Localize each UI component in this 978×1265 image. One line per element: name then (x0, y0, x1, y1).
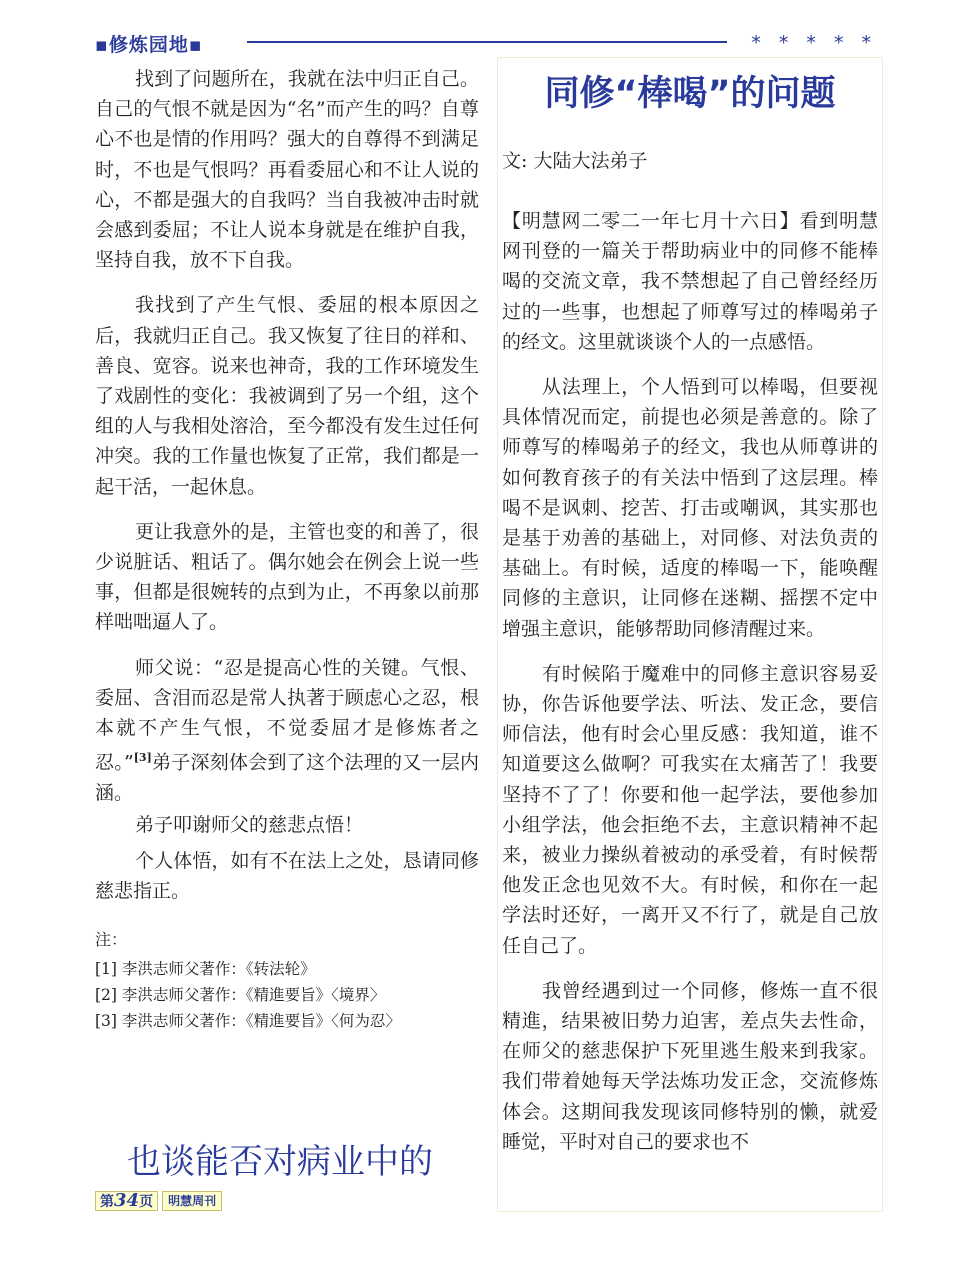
left-column (95, 64, 479, 1034)
paragraph: 找到了问题所在，我就在法中归正自己。自己的气恨不就是因为“名”而产生的吗？自尊心不也是情的作用吗？强大的自尊得不到满足时，不也是气恨吗？再看委屈心和不让人说的心，不都是强大的自我吗？当自我被冲击时就会感到委屈；不让人说本身就是在维护自我，坚持自我，放不下自我。 (95, 68, 479, 272)
article-column (497, 57, 883, 1212)
page-number: 34 (114, 1190, 140, 1211)
thanks-line: 弟子叩谢师父的慈悲点悟！ (135, 814, 364, 836)
header-stars: * * * * * (751, 32, 877, 54)
next-article-title: 也谈能否对病业中的 (127, 1142, 433, 1182)
page-prefix: 第 (100, 1194, 114, 1210)
notes-title: 注： (95, 929, 128, 949)
paragraph: 我曾经遇到过一个同修，修炼一直不很精進，结果被旧势力迫害，差点失去性命，在师父的慈悲保护下死里逃生般来到我家。我们带着她每天学法炼功发正念，交流修炼体会。这期间我发现该同修特别的懒，就爱睡觉，平时对自己的要求也不 (502, 979, 878, 1153)
quote-text: 师父说：“忍是提高心性的关键。气恨、委屈、含泪而忍是常人执著于顾虑心之忍，根本就不产生气恨，不觉委屈才是修炼者之忍。” (95, 656, 479, 774)
section-label: ▪修炼园地▪ (95, 34, 203, 56)
page-number-badge (95, 1191, 158, 1211)
quote-continuation: 弟子深刻体会到了这个法理的又一层内涵。 (95, 751, 479, 804)
paragraph: 有时候陷于魔难中的同修主意识容易妥协，你告诉他要学法、听法、发正念，要信师信法，他有时会心里反感：我知道，谁不知道要这么做啊？可我实在太痛苦了！我要坚持不了了！你要和他一起学法，要他参加小组学法，他会拒绝不去，主意识精神不起来，被业力操纵着被动的承受着，有时候帮他发正念也见效不大。有时候，和你在一起学法时还好，一离开又不行了，就是自己放任自己了。 (502, 662, 878, 957)
header-rule (247, 41, 727, 43)
paragraph: 我找到了产生气恨、委屈的根本原因之后，我就归正自己。我又恢复了往日的祥和、善良、宽容。说来也神奇，我的工作环境发生了戏剧性的变化：我被调到了另一个组，这个组的人与我相处溶洽，至今都没有发生过任何冲突。我的工作量也恢复了正常，我们都是一起干活，一起休息。 (95, 294, 479, 498)
page-suffix: 页 (139, 1194, 154, 1210)
magazine-name: 明慧周刊 (162, 1191, 222, 1211)
note-item: [2] 李洪志师父著作：《精進要旨》〈境界〉 (95, 985, 386, 1004)
paragraph: 从法理上，个人悟到可以棒喝，但要视具体情况而定，前提也必须是善意的。除了师尊写的棒喝弟子的经文，我也从师尊讲的如何教育孩子的有关法中悟到了这层理。棒喝不是讽刺、挖苦、打击或嘲讽，其实那也是基于劝善的基础上，对同修、对法负责的基础上。有时候，适度的棒喝一下，能唤醒同修的主意识，让同修在迷糊、摇摆不定中增强主意识，能够帮助同修清醒过来。 (502, 376, 878, 640)
article-byline: 文: 大陆大法弟子 (502, 150, 648, 172)
closing-paragraph: 个人体悟，如有不在法上之处，恳请同修慈悲指正。 (95, 850, 479, 903)
article-title: 同修“棒喝”的问题 (544, 74, 836, 114)
footnote-ref: [3] (133, 751, 152, 765)
note-item: [3] 李洪志师父著作：《精進要旨》〈何为忍〉 (95, 1011, 401, 1030)
paragraph: 【明慧网二零二一年七月十六日】看到明慧网刊登的一篇关于帮助病业中的同修不能棒喝的交流文章，我不禁想起了自己曾经经历过的一些事，也想起了师尊写过的棒喝弟子的经文。这里就谈谈个人的一点感悟。 (502, 210, 878, 353)
paragraph: 更让我意外的是，主管也变的和善了，很少说脏话、粗话了。偶尔她会在例会上说一些事，但都是很婉转的点到为止，不再象以前那样咄咄逼人了。 (95, 520, 479, 634)
page-header (95, 28, 885, 56)
note-item: [1] 李洪志师父著作：《转法轮》 (95, 959, 316, 978)
page-footer (95, 1191, 222, 1211)
quote-paragraph (95, 653, 479, 808)
